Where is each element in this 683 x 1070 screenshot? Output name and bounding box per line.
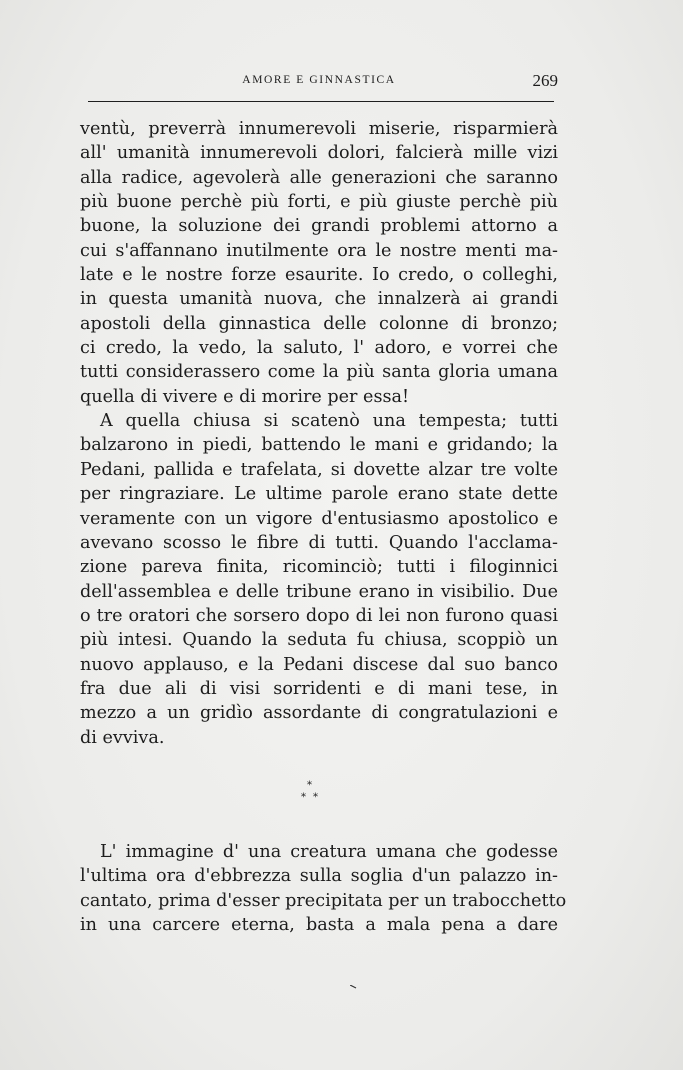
paragraph-image [80,840,567,937]
text-line: alla radice, agevolerà alle generazioni che saranno [80,167,558,188]
text-line: balzarono in piedi, battendo le mani e gridando; la [80,435,558,456]
page-number: 269 [532,71,558,90]
text-line: dell'assemblea e delle tribune erano in visibilio. Due [80,581,558,602]
page-header [80,68,558,92]
text-line: nuovo applauso, e la Pedani discese dal suo banco [80,654,558,675]
text-line: l'ultima ora d'ebbrezza sulla soglia d'un palazzo in- [80,866,558,887]
text-line: cantato, prima d'esser precipitata per un trabocchetto [80,890,567,911]
asterism-star-icon: * [301,792,306,803]
main-text-continued [80,840,567,937]
section-break-asterism [290,779,330,813]
asterism-star-icon: * [313,792,318,803]
running-title: AMORE E GINNASTICA [242,74,396,86]
text-line: Pedani, pallida e trafelata, si dovette alzar tre volte [80,459,558,480]
paragraph-applause [80,409,558,750]
text-line: più intesi. Quando la seduta fu chiusa, scoppiò un [80,630,558,651]
ink-speck [350,985,357,989]
text-line: ci credo, la vedo, la saluto, l' adoro, e vorrei che [80,338,558,359]
text-line: zione pareva finita, ricominciò; tutti i filoginnici [80,557,558,578]
text-line: di evviva. [80,727,165,748]
text-line: veramente con un vigore d'entusiasmo apostolico e [80,508,558,529]
text-line: cui s'affannano inutilmente ora le nostre menti ma- [80,240,558,261]
asterism-star-icon: * [307,780,312,791]
header-rule [88,101,554,102]
text-line: in una carcere eterna, basta a mala pena a dare [80,915,558,936]
text-line: per ringraziare. Le ultime parole erano state dette [80,484,558,505]
text-line: avevano scosso le fibre di tutti. Quando l'acclama- [80,532,558,553]
main-text [80,117,558,750]
text-line: quella di vivere e di morire per essa! [80,386,410,407]
text-line: A quella chiusa si scatenò una tempesta; tutti [100,411,558,432]
text-line: all' umanità innumerevoli dolori, falcierà mille vizi [80,143,558,164]
text-line: ventù, preverrà innumerevoli miserie, risparmierà [80,119,558,139]
text-line: late e le nostre forze esaurite. Io credo, o colleghi, [80,265,558,286]
text-line: tutti considerassero come la più santa gloria umana [80,362,558,383]
text-line: o tre oratori che sorsero dopo di lei non furono quasi [80,605,558,626]
text-line: mezzo a un gridìo assordante di congratulazioni e [80,703,558,724]
text-line: apostoli della ginnastica delle colonne di bronzo; [80,313,558,334]
text-line: più buone perchè più forti, e più giuste perchè più [80,192,558,213]
paragraph-speech-ending [80,117,558,409]
text-line: in questa umanità nuova, che innalzerà ai grandi [80,289,558,310]
text-line: buone, la soluzione dei grandi problemi attorno a [80,216,558,237]
text-line: L' immagine d' una creatura umana che godesse [100,842,558,862]
text-line: fra due ali di visi sorridenti e di mani tese, in [80,678,558,699]
